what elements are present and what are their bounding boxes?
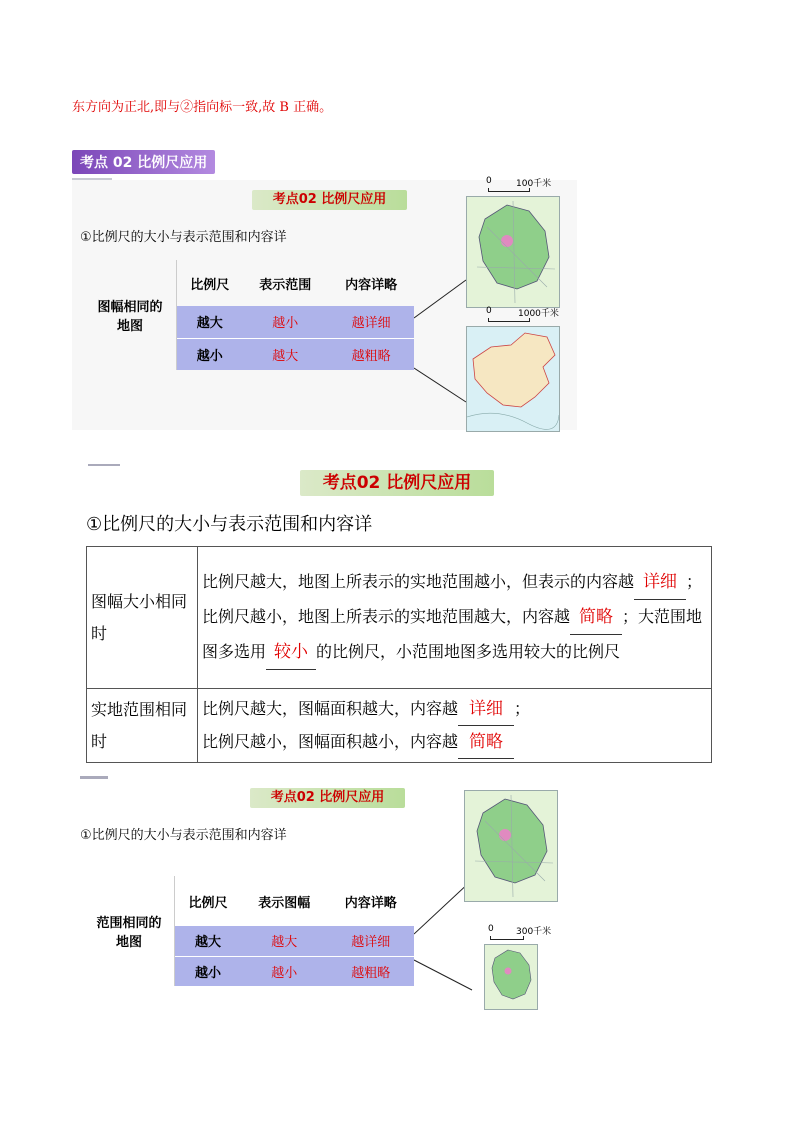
panel1-banner: 考点02 比例尺应用 [252, 190, 407, 210]
table1-cell: 越详细 [351, 316, 391, 332]
scale-zero-top: 0 [486, 176, 492, 186]
row1-blank-2: 简略 [570, 600, 622, 635]
row2-blank-2: 简略 [458, 726, 514, 759]
panel2-banner: 考点02 比例尺应用 [300, 470, 494, 496]
summary-table [86, 546, 712, 763]
table3-row-label: 范围相同的地图 [84, 876, 175, 986]
scale-bar-top [488, 188, 530, 192]
table1-cell: 越大 [272, 348, 299, 364]
table1-cell: 越小 [196, 348, 223, 364]
scale-table-1 [84, 260, 414, 370]
table3-cell: 越大 [194, 935, 221, 951]
table3-cell: 越小 [271, 965, 298, 981]
table3-header-size: 表示图幅 [258, 895, 311, 911]
table1-header-scale: 比例尺 [190, 277, 230, 293]
table3-header-detail: 内容详略 [344, 895, 397, 911]
row1-text: ；大范围地图多选用 [202, 607, 703, 661]
row1-text: 的比例尺，小范围地图多选用较大的比例尺 [316, 642, 621, 661]
panel-same-range [80, 780, 480, 1010]
scale-bar-bottom [490, 936, 524, 940]
decor-bar [88, 464, 120, 466]
table3-cell: 越小 [194, 965, 221, 981]
panel3-subtitle: ①比例尺的大小与表示范围和内容详 [80, 828, 287, 843]
row2-text: 比例尺越大，图幅面积越大，内容越 [202, 698, 459, 718]
intro-text: 东方向为正北,即与②指向标一致,故 B 正确。 [72, 100, 333, 115]
panel3-banner: 考点02 比例尺应用 [250, 788, 405, 808]
row2-text: 比例尺越小，图幅面积越小，内容越 [202, 731, 459, 751]
row1-text: 比例尺越大，地图上所表示的实地范围越小，但表示的内容越 [202, 572, 635, 591]
scale-label-middle: 1000千米 [518, 309, 559, 319]
scale-zero-middle: 0 [486, 306, 492, 316]
table1-cell: 越大 [196, 316, 223, 332]
beijing-map-large-2 [464, 790, 558, 902]
table3-cell: 越大 [271, 935, 298, 951]
table1-cell: 越小 [272, 316, 299, 332]
section-heading: 考点 02 比例尺应用 [72, 150, 215, 174]
row1-blank-1: 详细 [634, 565, 686, 600]
table3-cell: 越详细 [351, 935, 391, 951]
panel1-subtitle: ①比例尺的大小与表示范围和内容详 [80, 230, 287, 245]
connector-lines [414, 240, 472, 410]
scale-label-top: 100千米 [516, 179, 552, 189]
scale-label-bottom: 300千米 [516, 927, 552, 937]
table3-header-scale: 比例尺 [188, 895, 228, 911]
row1-label: 图幅大小相同时 [87, 547, 198, 689]
row1-text: ；比例尺越小，地图上所表示的实地范围越大，内容越 [202, 572, 703, 626]
scale-table-2 [84, 876, 414, 986]
table-row [87, 547, 712, 689]
china-map [466, 326, 560, 432]
decor-bar [80, 776, 108, 779]
scale-zero-bottom: 0 [488, 924, 494, 934]
table1-header-range: 表示范围 [259, 277, 312, 293]
beijing-map-small [484, 944, 538, 1010]
table-row [87, 689, 712, 763]
table1-header-detail: 内容详略 [345, 277, 398, 293]
row2-blank-1: 详细 [458, 693, 514, 726]
scale-bar-middle [488, 318, 530, 322]
panel2-subtitle: ①比例尺的大小与表示范围和内容详 [86, 514, 373, 535]
row2-text: ； [514, 698, 531, 718]
table1-row-label: 图幅相同的地图 [84, 260, 177, 370]
row1-blank-3: 较小 [266, 635, 316, 670]
beijing-map-large [466, 196, 560, 308]
table3-cell: 越粗略 [351, 965, 391, 981]
row2-label: 实地范围相同时 [87, 689, 198, 763]
table1-cell: 越粗略 [351, 348, 391, 364]
